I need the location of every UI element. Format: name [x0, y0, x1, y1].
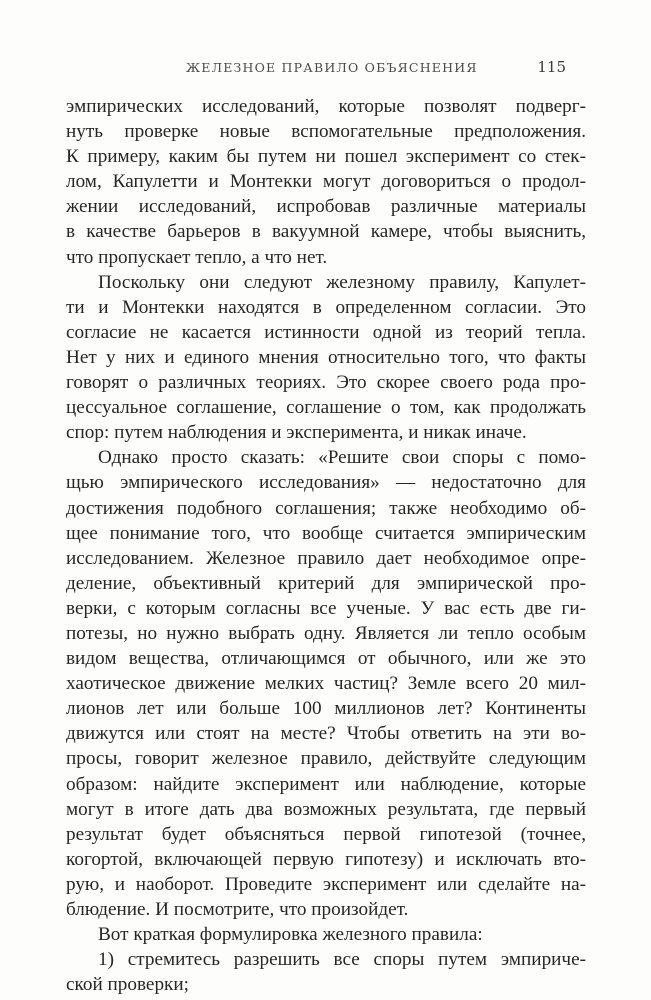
text-line: ти и Монтекки находятся в определенном согласии. Это [66, 296, 586, 318]
text-line: лионов лет или больше 100 миллионов лет? Континенты [66, 698, 586, 720]
text-line: исследованием. Железное правило дает необходимое опре- [66, 547, 586, 569]
text-line: когортой, включающей первую гипотезу) и исключать вто- [66, 848, 586, 870]
text-line: 1) стремитесь разрешить все споры путем эмпириче- [98, 949, 586, 971]
text-line: щее понимание того, что вообще считается эмпирическим [66, 522, 586, 544]
text-line: движутся или стоят на месте? Чтобы ответить на эти во- [66, 723, 586, 745]
text-line: согласие не касается истинности одной из теорий тепла. [66, 321, 586, 343]
text-line: могут в итоге дать два возможных результата, где первый [66, 798, 586, 820]
text-line: жении исследований, испробовав различные материалы [66, 196, 586, 218]
text-line: в качестве барьеров в вакуумной камере, чтобы выяснить, [66, 221, 586, 243]
text-line: лом, Капулетти и Монтекки могут договориться о продол- [66, 171, 586, 193]
text-line: К примеру, каким бы путем ни пошел эксперимент со стек- [66, 146, 586, 168]
text-line: деление, объективный критерий для эмпирической про- [66, 572, 586, 594]
text-line: просы, говорит железное правило, действуйте следующим [66, 748, 586, 770]
text-line: достижения подобного соглашения; также необходимо об- [66, 497, 586, 519]
text-line: потезы, но нужно выбрать одну. Является ли тепло особым [66, 622, 586, 644]
text-line: Вот краткая формулировка железного правила: [98, 924, 483, 946]
running-head: ЖЕЛЕЗНОЕ ПРАВИЛО ОБЪЯСНЕНИЯ [186, 60, 478, 75]
text-line: блюдение. И посмотрите, что произойдет. [66, 899, 409, 920]
text-line: образом: найдите эксперимент или наблюдение, которые [66, 773, 586, 795]
body-text [66, 94, 586, 997]
text-line: щью эмпирического исследования» — недостаточно для [66, 472, 586, 494]
text-line: видом вещества, отличающимся от обычного, или же это [66, 648, 586, 670]
text-line: Поскольку они следуют железному правилу, Капулет- [98, 271, 586, 293]
text-line: цессуальное соглашение, соглашение о том, как продолжать [66, 397, 586, 419]
text-line: что пропускает тепло, а что нет. [66, 246, 328, 268]
text-line: эмпирических исследований, которые позволят подверг- [66, 96, 586, 117]
text-line: нуть проверке новые вспомогательные предположения. [66, 121, 586, 143]
text-line: рую, и наоборот. Проведите эксперимент или сделайте на- [66, 873, 586, 895]
page-number: 115 [537, 58, 566, 76]
text-line: Однако просто сказать: «Решите свои споры с помо- [98, 447, 586, 469]
text-line: говорят о различных теориях. Это скорее своего рода про- [66, 372, 586, 394]
text-line: хаотическое движение мелких частиц? Земле всего 20 мил- [66, 673, 586, 695]
text-line: результат будет объясняться первой гипотезой (точнее, [66, 823, 586, 845]
text-line: спор: путем наблюдения и эксперимента, и никак иначе. [66, 422, 527, 444]
text-line: Нет у них и единого мнения относительно того, что факты [66, 346, 586, 368]
text-line: ской проверки; [66, 974, 189, 996]
text-line: верки, с которым согласны все ученые. У вас есть две ги- [66, 597, 586, 619]
